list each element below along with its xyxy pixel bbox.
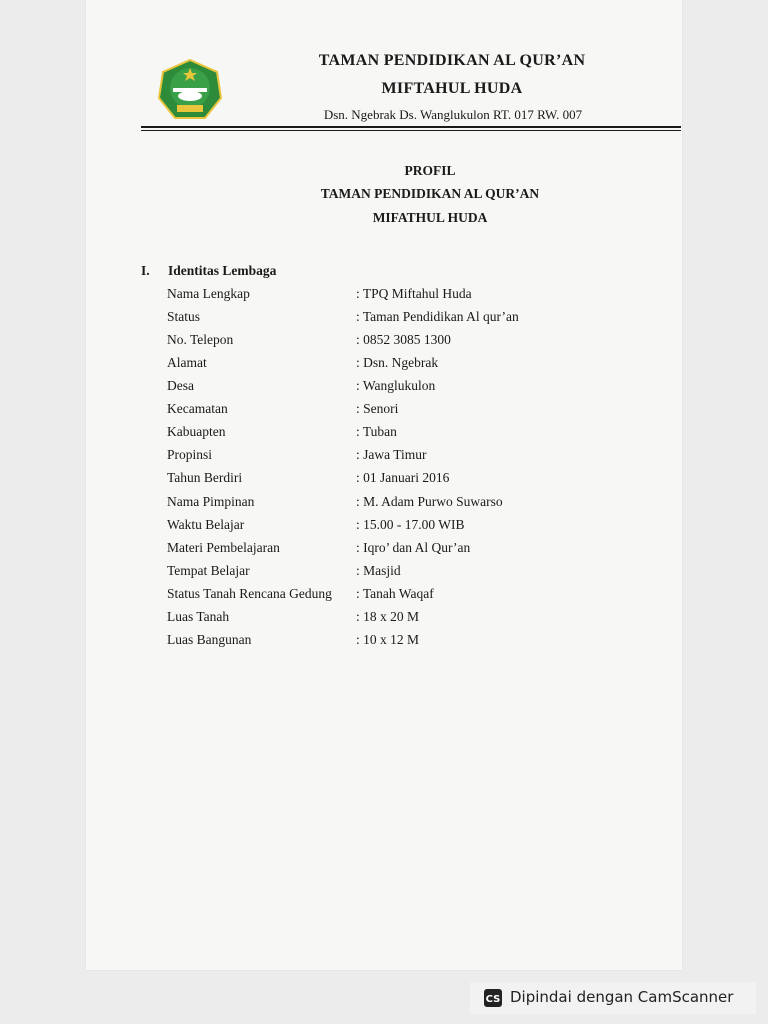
table-row: [0, 494, 768, 514]
row-label: No. Telepon: [167, 332, 234, 347]
table-row: [0, 563, 768, 583]
table-row: [0, 332, 768, 352]
table-row: [0, 517, 768, 537]
row-value: : 01 Januari 2016: [356, 470, 450, 485]
table-row: [0, 609, 768, 629]
row-label: Status: [167, 309, 201, 324]
document-subtitle: TAMAN PENDIDIKAN AL QUR’AN: [320, 186, 540, 201]
svg-text:CS: CS: [485, 994, 501, 1005]
row-label: Desa: [167, 378, 194, 393]
row-label: Alamat: [167, 355, 207, 370]
table-row: [0, 540, 768, 560]
row-value: : TPQ Miftahul Huda: [356, 286, 472, 301]
header-divider-thin: [141, 130, 681, 131]
section-heading: Identitas Lembaga: [168, 263, 277, 278]
camscanner-label: Dipindai dengan CamScanner: [510, 988, 734, 1006]
row-value: : 18 x 20 M: [356, 609, 420, 624]
institution-subname: MIFTAHUL HUDA: [381, 80, 523, 97]
row-value: : Tanah Waqaf: [356, 586, 434, 601]
row-value: : 0852 3085 1300: [356, 332, 451, 347]
row-value: : 10 x 12 M: [356, 632, 420, 647]
row-value: : M. Adam Purwo Suwarso: [356, 494, 503, 509]
institution-address: Dsn. Ngebrak Ds. Wanglukulon RT. 017 RW. 007: [323, 107, 583, 122]
table-row: [0, 309, 768, 329]
row-label: Waktu Belajar: [167, 517, 245, 532]
row-value: : Jawa Timur: [356, 447, 427, 462]
row-label: Propinsi: [167, 447, 213, 462]
row-value: : Masjid: [356, 563, 401, 578]
row-label: Tempat Belajar: [167, 563, 250, 578]
row-label: Status Tanah Rencana Gedung: [167, 586, 332, 601]
camscanner-watermark: [470, 982, 756, 1014]
table-row: [0, 355, 768, 375]
row-value: : Wanglukulon: [356, 378, 436, 393]
row-value: : Taman Pendidikan Al qur’an: [356, 309, 519, 324]
row-value: : Iqro’ dan Al Qur’an: [356, 540, 471, 555]
row-value: : 15.00 - 17.00 WIB: [356, 517, 465, 532]
camscanner-icon: [484, 989, 502, 1007]
row-label: Nama Pimpinan: [167, 494, 255, 509]
section-number: I.: [141, 263, 150, 278]
document-title: PROFIL: [404, 163, 456, 178]
document-subtitle-2: MIFATHUL HUDA: [372, 210, 488, 225]
organization-logo: [157, 58, 223, 122]
institution-name: TAMAN PENDIDIKAN AL QUR’AN: [318, 52, 586, 69]
table-row: [0, 632, 768, 652]
table-row: [0, 424, 768, 444]
table-row: [0, 470, 768, 490]
table-row: [0, 286, 768, 306]
table-row: [0, 586, 768, 606]
row-value: : Tuban: [356, 424, 397, 439]
row-value: : Senori: [356, 401, 399, 416]
row-label: Materi Pembelajaran: [167, 540, 280, 555]
row-value: : Dsn. Ngebrak: [356, 355, 439, 370]
table-row: [0, 401, 768, 421]
table-row: [0, 378, 768, 398]
row-label: Kecamatan: [167, 401, 228, 416]
header-divider: [141, 126, 681, 128]
row-label: Nama Lengkap: [167, 286, 250, 301]
table-row: [0, 447, 768, 467]
row-label: Kabuapten: [167, 424, 226, 439]
row-label: Luas Bangunan: [167, 632, 252, 647]
row-label: Luas Tanah: [167, 609, 230, 624]
row-label: Tahun Berdiri: [167, 470, 243, 485]
